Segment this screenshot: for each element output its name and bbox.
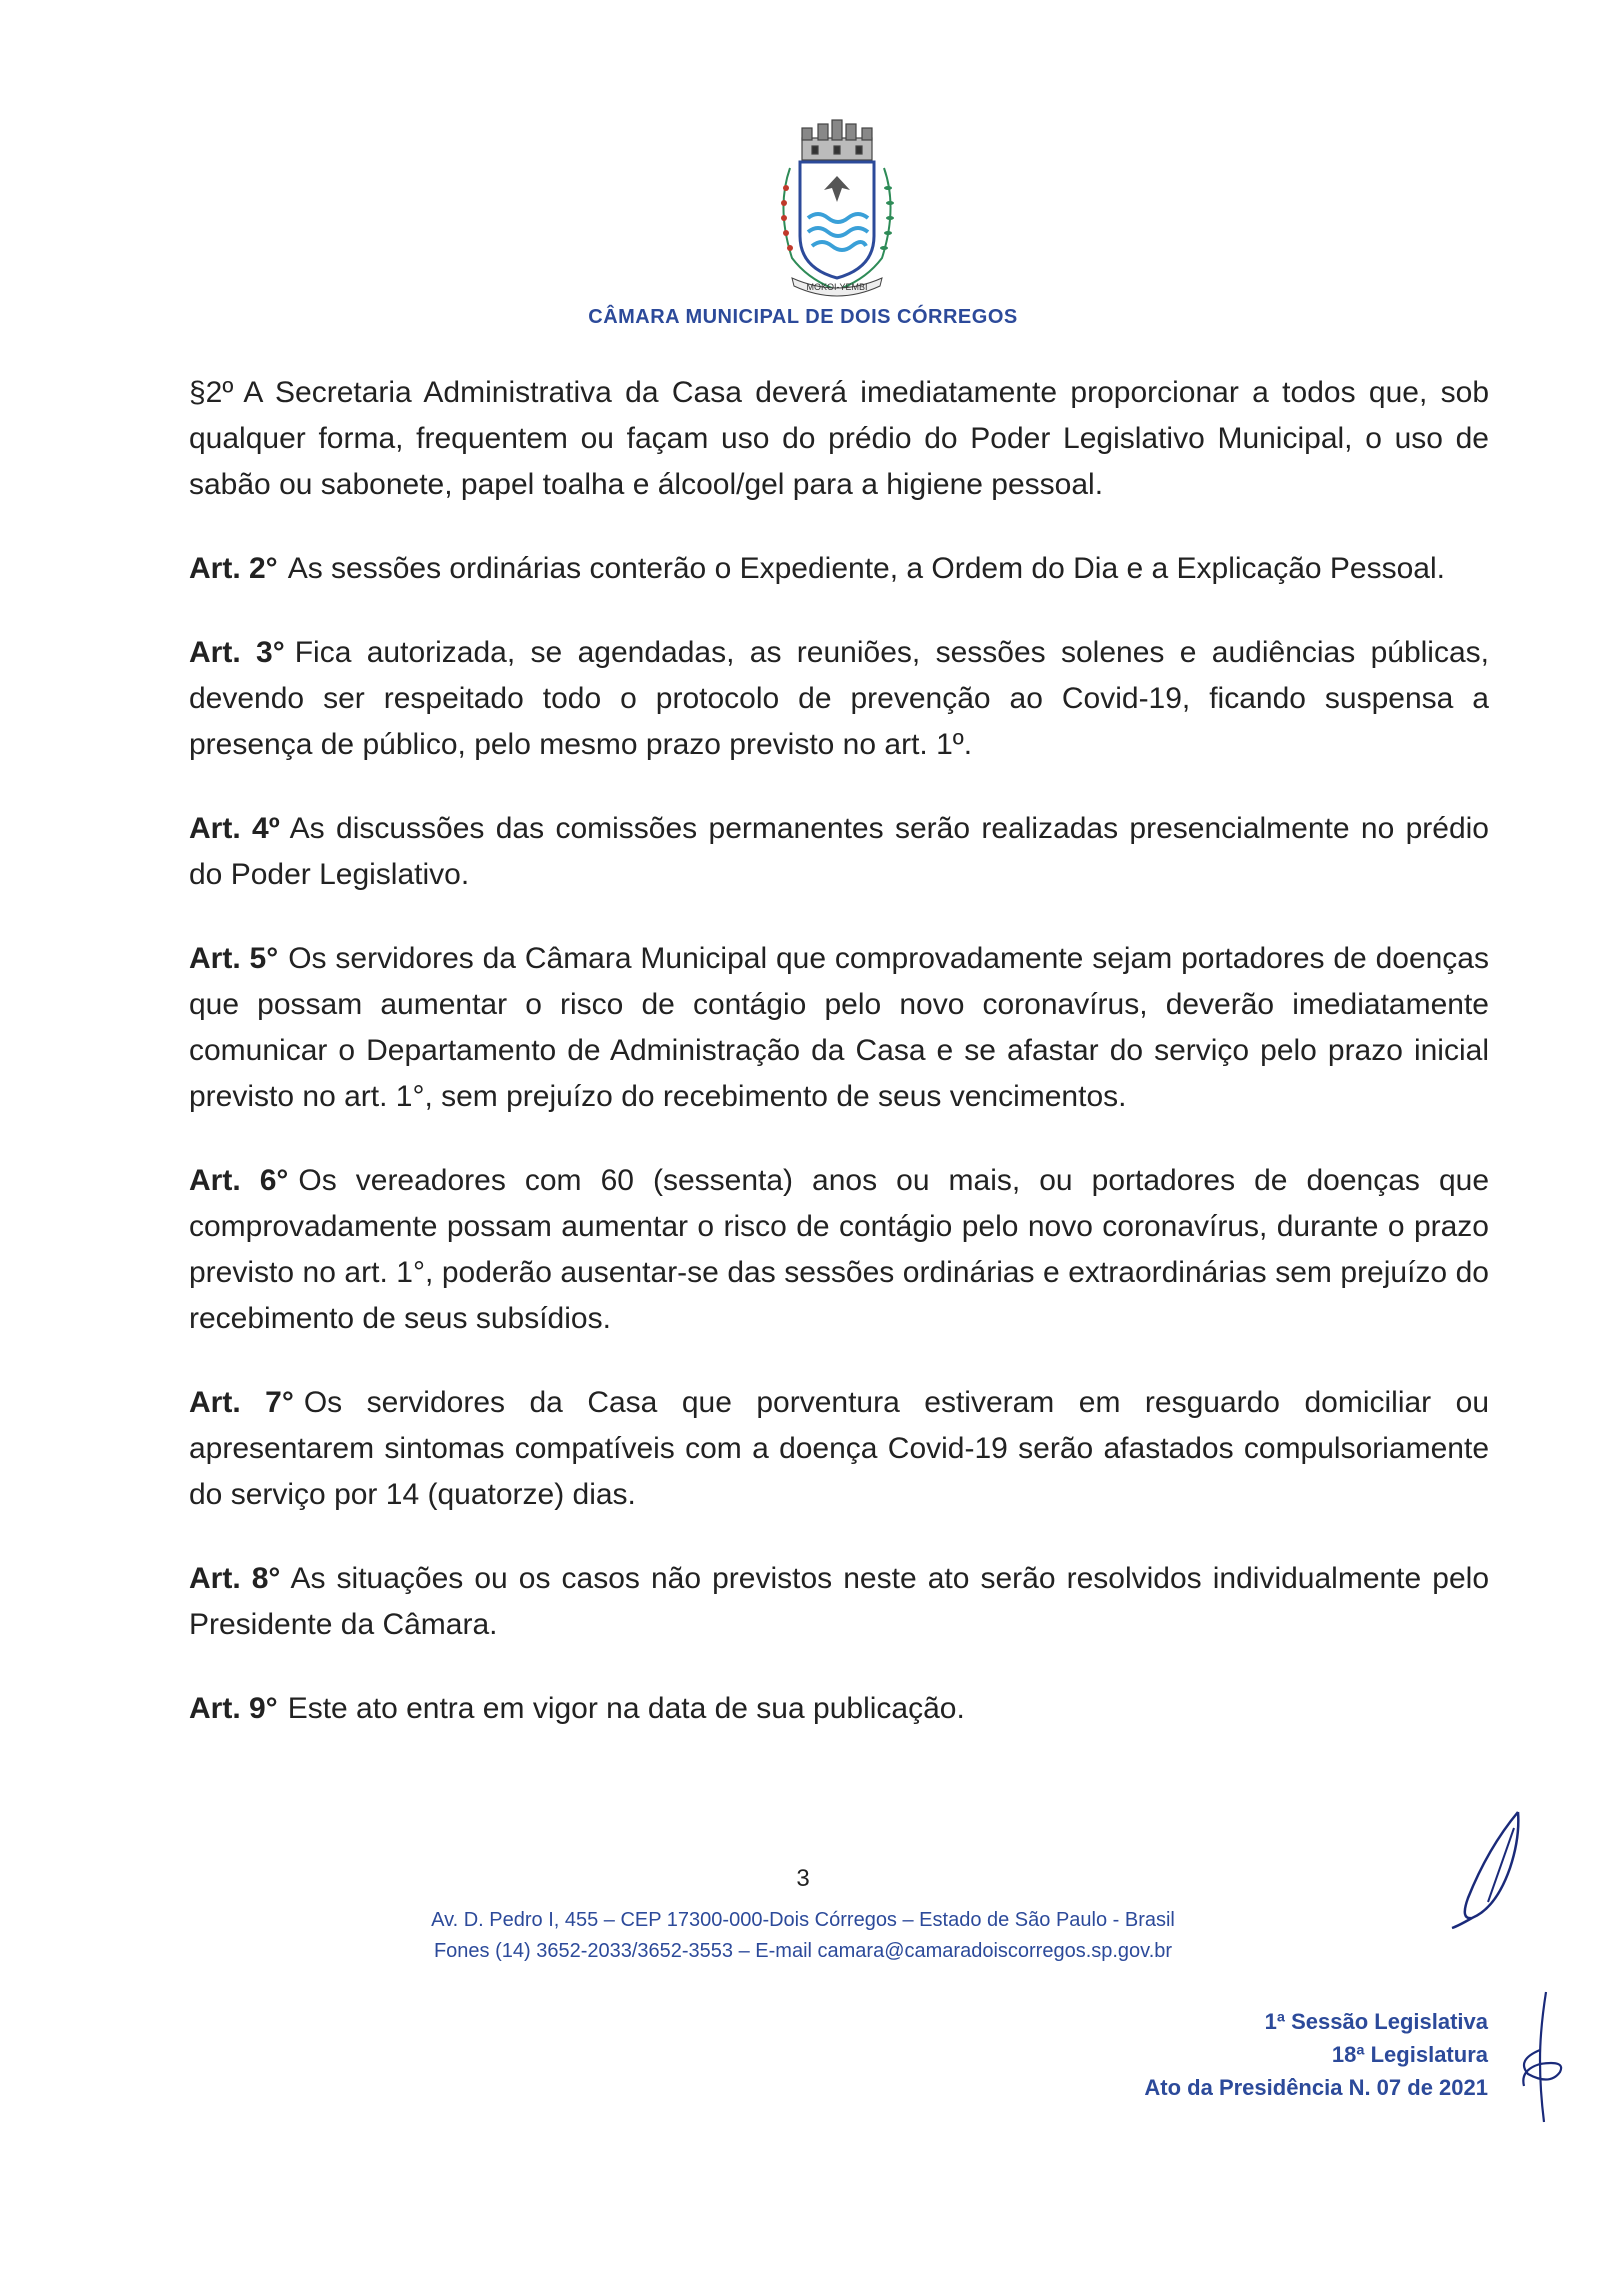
article-2 (189, 546, 1489, 592)
document-body (189, 370, 1489, 1770)
paragraph-par2 (189, 370, 1489, 508)
session-info (1144, 2005, 1488, 2104)
municipal-crest-logo (762, 118, 912, 306)
article-text: A Secretaria Administrativa da Casa deverá imediatamente proporcionar a todos que, sob qualquer forma, frequentem ou façam uso do prédio do Poder Legislativo Municipal, o uso de sabão ou sabonete, papel toalha e álcool/gel para a higiene pessoal. (189, 376, 1489, 501)
article-8 (189, 1556, 1489, 1648)
article-label: Art. 2° (189, 552, 278, 585)
article-5 (189, 936, 1489, 1120)
article-label: Art. 5° (189, 942, 279, 975)
article-label: Art. 6° (189, 1164, 289, 1197)
article-label: Art. 8° (189, 1562, 281, 1595)
article-text: As situações ou os casos não previstos neste ato serão resolvidos individualmente pelo Presidente da Câmara. (189, 1562, 1490, 1641)
article-7 (189, 1380, 1489, 1518)
address-line: Av. D. Pedro I, 455 – CEP 17300-000-Dois Córregos – Estado de São Paulo - Brasil (431, 1909, 1175, 1931)
session-label: 1ª Sessão Legislativa (1264, 2009, 1488, 2034)
article-text: Os vereadores com 60 (sessenta) anos ou mais, ou portadores de doenças que comprovadamente possam aumentar o risco de contágio pelo novo coronavírus, durante o prazo previsto no art. 1°, poderão ausentar-se das sessões ordinárias e extraordinárias sem prejuízo do recebimento de seus subsídios. (189, 1164, 1490, 1335)
contact-line: Fones (14) 3652-2033/3652-3553 – E-mail camara@camaradoiscorregos.sp.gov.br (433, 1940, 1173, 1962)
article-text: Os servidores da Câmara Municipal que comprovadamente sejam portadores de doenças que possam aumentar o risco de contágio pelo novo coronavírus, deverão imediatamente comunicar o Departamento de Administração da Casa e se afastar do serviço pelo prazo inicial previsto no art. 1°, sem prejuízo do recebimento de seus vencimentos. (189, 942, 1489, 1113)
article-text: Fica autorizada, se agendadas, as reuniões, sessões solenes e audiências públicas, devendo ser respeitado todo o protocolo de prevenção ao Covid-19, ficando suspensa a presença de público, pelo mesmo prazo previsto no art. 1º. (189, 636, 1489, 761)
handwritten-rubric-signature (1510, 1990, 1570, 2125)
article-3 (189, 630, 1489, 768)
article-text: Este ato entra em vigor na data de sua publicação. (287, 1692, 965, 1725)
article-text: Os servidores da Casa que porventura estiveram em resguardo domiciliar ou apresentarem sintomas compatíveis com a doença Covid-19 serão afastados compulsoriamente do serviço por 14 (quatorze) dias. (189, 1386, 1490, 1511)
crest-motto: MOKOI-YEMBI (806, 282, 868, 292)
page-number: 3 (796, 1865, 810, 1892)
article-text: As discussões das comissões permanentes serão realizadas presencialmente no prédio do Poder Legislativo. (189, 812, 1489, 891)
article-label: Art. 7° (189, 1386, 294, 1419)
article-label: §2º (189, 376, 234, 409)
article-9 (189, 1686, 1489, 1732)
article-4 (189, 806, 1489, 898)
article-label: Art. 9° (189, 1692, 278, 1725)
footer-address (0, 1905, 1606, 1967)
act-number: Ato da Presidência N. 07 de 2021 (1144, 2075, 1488, 2100)
article-label: Art. 4º (189, 812, 280, 845)
legislature-label: 18ª Legislatura (1331, 2042, 1488, 2067)
article-6 (189, 1158, 1489, 1342)
article-text: As sessões ordinárias conterão o Expediente, a Ordem do Dia e a Explicação Pessoal. (287, 552, 1445, 585)
org-name: CÂMARA MUNICIPAL DE DOIS CÓRREGOS (588, 306, 1018, 328)
article-label: Art. 3° (189, 636, 285, 669)
